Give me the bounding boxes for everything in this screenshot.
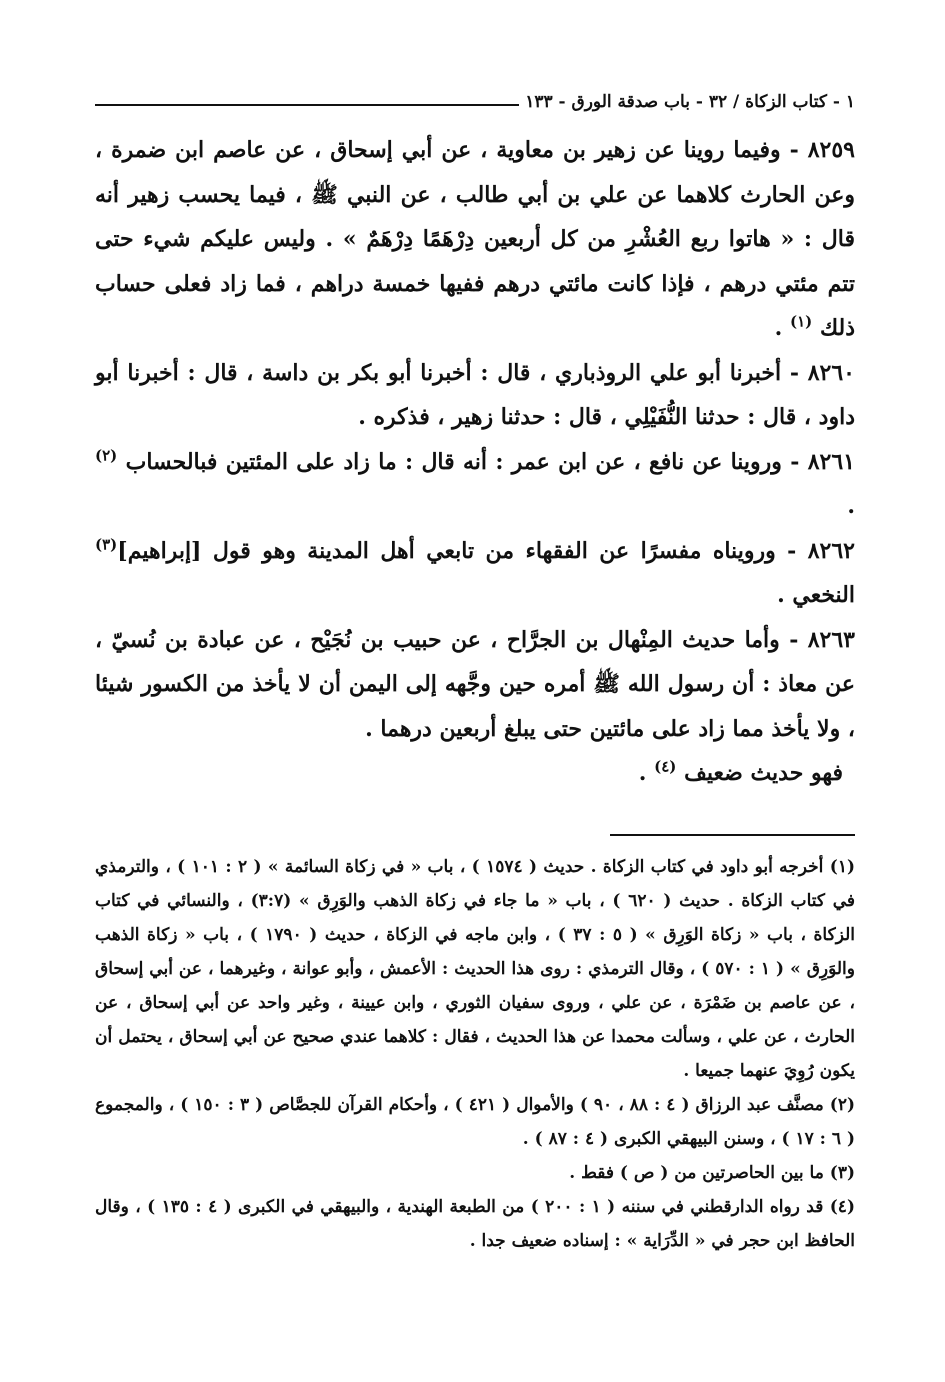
hadith-text: - أخبرنا أبو علي الروذباري ، قال : أخبرنا أبو بكر بن داسة ، قال : أخبرنا أبو داود ، قال : حدثنا النُّفَيْلِي ، قال : حدثنا زهير ، فذكره . bbox=[95, 359, 855, 430]
footnote-reference: (٣) bbox=[95, 535, 118, 554]
footnote: (١) أخرجه أبو داود في كتاب الزكاة . حديث ( ١٥٧٤ ) ، باب « في زكاة السائمة » ( ٢ : ١٠١ ) ، والترمذي في كتاب الزكاة . حديث ( ٦٢٠ ) ، باب « ما جاء في زكاة الذهب والوَرِق » (٣:٧) ، والنسائي في كتاب الزكاة ، باب « زكاة الوَرِق » ( ٥ : ٣٧ ) ، وابن ماجه في الزكاة ، حديث ( ١٧٩٠ ) ، باب « زكاة الذهب والوَرِق » ( ١ : ٥٧٠ ) ، وقال الترمذي : روى هذا الحديث : الأعمش ، وأبو عوانة ، وغيرهما ، عن أبي إسحاق ، عن عاصم بن ضَمْرَة ، عن علي ، وروى سفيان الثوري ، وابن عيينة ، وغير واحد عن أبي إسحاق ، عن الحارث ، عن علي ، وسألت محمدا عن هذا الحديث ، فقال : كلاهما عندي صحيح عن أبي إسحاق ، يحتمل أن يكون رُوِيَ عنهما جميعا . bbox=[95, 856, 855, 1081]
hadith-paragraph bbox=[95, 128, 855, 351]
hadith-number: ٨٢٦٠ bbox=[807, 359, 855, 386]
hadith-text: - وفيما روينا عن زهير بن معاوية ، عن أبي إسحاق ، عن عاصم ابن ضمرة ، وعن الحارث كلاهما عن علي بن أبي طالب ، عن النبي ﷺ ، فيما يحسب زهير أنه قال : « هاتوا ربع العُشْرِ من كل أربعين دِرْهَمًا دِرْهَمٌ » . وليس عليكم شيء حتى تتم مئتي درهم ، فإذا كانت مائتي درهم ففيها خمسة دراهم ، فما زاد فعلى حساب ذلك bbox=[95, 137, 855, 341]
footnote-reference: (٢) bbox=[95, 446, 118, 465]
closing-text: فهو حديث ضعيف bbox=[684, 760, 843, 786]
footnote: (٤) قد رواه الدارقطني في سننه ( ١ : ٢٠٠ ) من الطبعة الهندية ، والبيهقي في الكبرى ( ٤ : ١٣٥ ) ، وقال الحافظ ابن حجر في « الدِّرَاية » : إسناده ضعيف جدا . bbox=[95, 1196, 855, 1251]
hadith-tail: النخعي . bbox=[777, 582, 855, 608]
hadith-text: - وروينا عن نافع ، عن ابن عمر : أنه قال : ما زاد على المئتين فبالحساب bbox=[125, 448, 808, 475]
hadith-paragraph bbox=[95, 440, 855, 529]
hadith-tail: . bbox=[847, 493, 855, 519]
document-page bbox=[95, 80, 855, 1258]
running-head-text: ١ - كتاب الزكاة / ٣٢ - باب صدقة الورق - ١٣٣ bbox=[525, 92, 855, 112]
footnote-reference: (١) bbox=[790, 312, 813, 331]
running-head-rule bbox=[95, 104, 519, 106]
hadith-text: - وأما حديث المِنْهال بن الجرَّاح ، عن حبيب بن نُجَيْح ، عن عبادة بن نُسيّ ، عن معاذ : أن رسول الله ﷺ أمره حين وجَّهه إلى اليمن أن لا يأخذ من الكسور شيئا ، ولا يأخذ مما زاد على مائتين حتى يبلغ أربعين درهما . bbox=[95, 626, 855, 742]
running-head bbox=[95, 80, 855, 112]
footnote-reference: (٤) bbox=[654, 757, 677, 776]
closing-tail: . bbox=[638, 760, 655, 786]
footnote: (٣) ما بين الحاصرتين من ( ص ) فقط . bbox=[569, 1162, 855, 1183]
hadith-text: - ورويناه مفسرًا عن الفقهاء من تابعي أهل المدينة وهو قول [إبراهيم] bbox=[117, 537, 808, 564]
footnote-separator bbox=[610, 834, 855, 836]
main-text bbox=[95, 128, 855, 796]
hadith-paragraph bbox=[95, 618, 855, 752]
closing-line bbox=[95, 751, 855, 796]
hadith-number: ٨٢٦١ bbox=[807, 448, 855, 475]
footnotes bbox=[95, 850, 855, 1258]
hadith-paragraph bbox=[95, 351, 855, 440]
hadith-paragraph bbox=[95, 529, 855, 618]
hadith-number: ٨٢٦٣ bbox=[807, 626, 855, 653]
hadith-number: ٨٢٥٩ bbox=[807, 137, 855, 163]
footnote: (٢) مصنَّف عبد الرزاق ( ٤ : ٨٨ ، ٩٠ ) والأموال ( ٤٢١ ) ، وأحكام القرآن للجصَّاص ( ٣ : ١٥٠ ) ، والمجموع ( ٦ : ١٧ ) ، وسنن البيهقي الكبرى ( ٤ : ٨٧ ) . bbox=[95, 1094, 855, 1149]
hadith-tail: . bbox=[774, 315, 790, 341]
hadith-number: ٨٢٦٢ bbox=[807, 537, 855, 564]
